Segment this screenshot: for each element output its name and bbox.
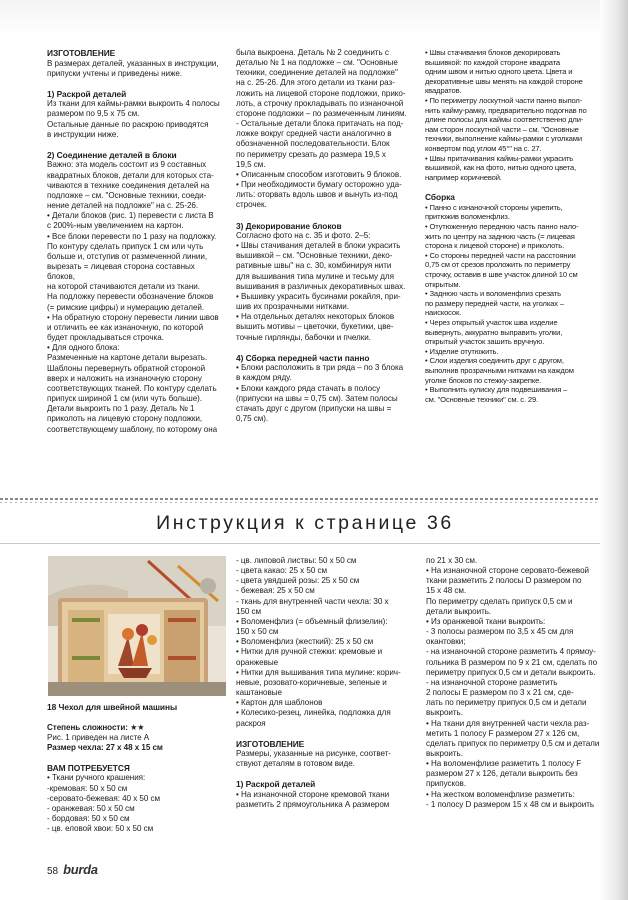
text-line: Рис. 1 приведен на листе А <box>47 732 150 742</box>
text-line: • Изделие отутюжить. <box>425 346 499 356</box>
text-line: В размерах деталей, указанных в инструкции, <box>47 58 219 68</box>
text-line: припуск шириной 1 см (или чуть больше). <box>47 394 203 404</box>
text-line: вышивания в различных декоративных швах. <box>236 281 406 291</box>
text-line: ложке вокруг средней части аналогично в <box>236 129 392 139</box>
text-line: по периметру срезать до размера 19,5 х <box>236 149 386 159</box>
text-line: по размеру передней части, на уголках – <box>425 298 564 308</box>
text-line: - бордовая: 50 х 50 см <box>47 814 130 824</box>
text-line: детали выкроить. <box>426 606 492 616</box>
paragraph <box>47 99 224 140</box>
text-line: нение деталей на подложке" на с. 25-26. <box>47 201 199 211</box>
text-line: • Вышивку украсить бусинами рокайля, при- <box>236 291 401 301</box>
text-line: техники, выполнение каймы-рамки с уголками <box>425 134 582 144</box>
paragraph <box>425 203 601 404</box>
text-line: Размеченные на картоне детали вырезать. <box>47 353 208 363</box>
text-line: -серовато-бежевая: 40 х 50 см <box>47 793 161 803</box>
text-line: ткани разметить 2 полосы D размером по <box>426 576 582 586</box>
text-line: одним швом и нитью одного цвета. Цвета и <box>425 67 573 77</box>
paragraph <box>236 48 413 211</box>
text-line: ствуют деталям в готовом виде. <box>236 759 355 769</box>
text-line: выполнив прозрачными нитками на каждом <box>425 365 574 375</box>
text-line: - оранжевая: 50 х 50 см <box>47 803 135 813</box>
text-line: и отличить ее как изнаночную, по которой <box>47 322 204 332</box>
materials-list-cont <box>236 556 414 729</box>
text-line: - 3 полосы размером по 3,5 х 45 см для <box>426 627 574 637</box>
text-line: сделать припуск по периметру 0,5 см и детали <box>426 738 600 748</box>
text-line: соответствующему шаблону, по которому она <box>47 424 218 434</box>
text-line: На подложку перевести обозначение блоков <box>47 292 214 302</box>
column-3 <box>425 48 601 404</box>
text-line: для вышивания типа мулине и тесьму для <box>236 271 394 281</box>
column-1 <box>47 48 224 435</box>
heading-manufacture-2: ИЗГОТОВЛЕНИЕ <box>236 738 305 749</box>
text-line: - бежевая: 25 х 50 см <box>236 586 315 596</box>
heading-cutting-2: 1) Раскрой деталей <box>236 779 316 790</box>
text-line: • На воломенфлизе разметить 1 полосу F <box>426 759 582 769</box>
text-line: 19,5 см. <box>236 159 266 169</box>
paragraph <box>236 749 414 769</box>
text-line: • Слои изделия соединить друг с другом, <box>425 356 564 366</box>
text-line: подложке – см. "Основные техники, соеди- <box>47 190 207 200</box>
sewing-machine-cover-photo <box>48 556 226 696</box>
text-line: • При необходимости бумагу осторожно уда- <box>236 180 402 190</box>
text-line: • Ткани ручного крашения: <box>47 773 146 783</box>
text-line: оранжевые <box>236 657 279 667</box>
text-line: По контуру сделать припуск 1 см или чуть <box>47 241 204 251</box>
text-line: • На обратную сторону перевести линии швов <box>47 312 219 322</box>
text-line: размером по 9,5 х 75 см. <box>47 109 140 119</box>
text-line: (= римские цифры) и нумерацию деталей. <box>47 302 205 312</box>
text-line: вышивкой – см. "Основные техники, деко- <box>236 251 393 261</box>
text-line: чиваются в технике соединения деталей на <box>47 180 210 190</box>
text-line: • Нитки для ручной стежки: кремовые и <box>236 647 383 657</box>
text-line: • Отутюженную переднюю часть панно нало- <box>425 222 579 231</box>
text-line: 2 полосы Е размером по 3 х 21 см, сде- <box>426 688 574 698</box>
text-line: приколоть на лицевую сторону подложки, <box>47 414 203 424</box>
page-footer <box>47 862 98 878</box>
text-line: • На отдельных деталях некоторых блоков <box>236 312 395 322</box>
text-line: 150 см <box>236 606 262 616</box>
text-line: • Блоки расположить в три ряда – по 3 блока <box>236 363 404 373</box>
section-divider <box>0 498 610 500</box>
text-line: наискосок. <box>425 308 462 318</box>
brand-logo: burda <box>63 862 98 877</box>
text-line: например коричневой. <box>425 172 502 182</box>
text-line: на с. 25-26. Для этого детали из ткани раз- <box>236 78 395 88</box>
section-title: Инструкция к странице 36 <box>156 512 454 534</box>
text-line: • Описанным способом изготовить 9 блоков. <box>236 169 402 179</box>
column-2 <box>236 48 413 424</box>
text-line: • На жестком воломенфлизе разметить: <box>426 789 575 799</box>
text-line: в инструкции ниже. <box>47 129 119 139</box>
text-line: вышивкой, как на фото, нитью одного цвета, <box>425 163 576 173</box>
text-line: • Воломенфлиз (жесткий): 25 х 50 см <box>236 637 374 647</box>
text-line: -кремовая: 50 х 50 см <box>47 783 128 793</box>
text-line: - ткань для внутренней части чехла: 30 х <box>236 596 389 606</box>
text-line: • Все блоки перевести по 1 разу на подложку. <box>47 231 217 241</box>
heading-decorating-blocks: 3) Декорирование блоков <box>236 220 342 231</box>
column-4 <box>47 702 225 834</box>
text-line: см. "Основные техники" см. с. 29. <box>425 394 538 404</box>
text-line: периметру припуск 0,5 см и детали выкроить. <box>426 667 596 677</box>
text-line: Размер чехла: 27 х 48 х 15 см <box>47 742 163 752</box>
text-line: • Нитки для вышивания типа мулине: корич- <box>236 667 401 677</box>
text-line: - Остальные детали блока притачать на под- <box>236 119 404 129</box>
text-line: гольника В размером по 9 х 21 см, сделать по <box>426 657 598 667</box>
text-line: техники, соединение деталей на подложке" <box>236 68 398 78</box>
text-line: конвертом под углом 45°" на с. 27. <box>425 143 542 153</box>
text-line: припусков. <box>426 779 466 789</box>
text-line: • На ткани для внутренней части чехла раз- <box>426 718 590 728</box>
text-line: квадратных блоков, детали для которых ста- <box>47 170 214 180</box>
text-line: 0,75 см от срезов проложить по периметру <box>425 260 571 270</box>
text-line: • Для одного блока: <box>47 343 120 353</box>
text-line: • Панно с изнаночной стороны укрепить, <box>425 202 563 212</box>
text-line: больше и, отступив от размеченной линии, <box>47 251 208 261</box>
text-line: - цв. еловой хвои: 50 х 50 см <box>47 824 154 834</box>
text-line: точные гирлянды, бабочки и пчелки. <box>236 332 371 342</box>
text-line: на которой стачиваются детали из ткани. <box>47 282 200 292</box>
text-line: соответствующих тканей. По контуру сделать <box>47 383 217 393</box>
text-line: - цвета увядшей розы: 25 х 50 см <box>236 576 360 586</box>
text-line: • На изнаночной стороне кремовой ткани <box>236 789 390 799</box>
column-5 <box>236 556 414 810</box>
text-line: размером 27 х 126, детали выкроить без <box>426 769 578 779</box>
text-line: выкроить. <box>426 748 463 758</box>
text-line: • Швы притачивания каймы-рамки украсить <box>425 153 574 163</box>
text-line: обозначенной последовательности. Блок <box>236 139 390 149</box>
text-line: Важно: эта модель состоит из 9 составных <box>47 160 207 170</box>
text-line: ративные швы" на с. 30, комбинируя нити <box>236 261 392 271</box>
text-line: раскроя <box>236 718 266 728</box>
heading-manufacture: ИЗГОТОВЛЕНИЕ <box>47 48 116 58</box>
text-line: нить кайму-рамку, предварительно подогнав по <box>425 105 587 115</box>
text-line: лать по периметру припуск 0,5 см и детали <box>426 698 587 708</box>
text-line: По периметру сделать припуск 0,5 см и <box>426 596 573 606</box>
paragraph <box>425 48 601 182</box>
text-line: окантовки; <box>426 637 466 647</box>
text-line: будет прокладываться строчка. <box>47 333 164 343</box>
text-line: нам сторон лоскутной части – см. "Основные <box>425 124 579 134</box>
text-line: • Колесико-резец, линейка, подложка для <box>236 708 391 718</box>
photo-illustration <box>48 556 226 696</box>
text-line: • Со стороны передней части на расстоянии <box>425 250 576 260</box>
paragraph <box>236 231 413 343</box>
materials-list <box>47 773 225 834</box>
text-line: Шаблоны перевернуть обратной стороной <box>47 363 206 373</box>
text-line: вырезать = лицевая сторона составных блоков, <box>47 262 195 282</box>
text-line: - цвета какао: 25 х 50 см <box>236 566 327 576</box>
text-line: метить 1 полосу F размером 27 х 126 см, <box>426 728 580 738</box>
column-6 <box>426 556 602 810</box>
section-divider-secondary <box>0 502 610 503</box>
text-line: лить: оторвать вдоль швов и вынуть из-под <box>236 190 398 200</box>
text-line: • На изнаночной стороне серовато-бежевой <box>426 566 590 576</box>
title-underline <box>0 543 610 544</box>
page-edge-shadow <box>600 0 628 900</box>
text-line: выкроить. <box>426 708 463 718</box>
text-line: вывернуть, аккуратно выправить уголки, <box>425 327 563 337</box>
text-line: невые, розовато-коричневые, зеленые и <box>236 677 387 687</box>
heading-assembly: Сборка <box>425 192 455 203</box>
text-line: Размеры, указанные на рисунке, соответ- <box>236 749 392 759</box>
text-line: припуски учтены и приведены ниже. <box>47 68 182 78</box>
text-line: стачать друг с другом (припуски на швы = <box>236 403 392 413</box>
paragraph <box>426 556 602 810</box>
text-line: 0,75 см). <box>236 414 269 423</box>
text-line: вышивкой: по каждой стороне квадрата <box>425 57 561 67</box>
text-line: ложить на лицевой стороне подложки, прико- <box>236 88 406 98</box>
heading-front-assembly: 4) Сборка передней части панно <box>236 352 370 363</box>
text-line: была выкроена. Деталь № 2 соединить с <box>236 48 389 57</box>
text-line: • Картон для шаблонов <box>236 698 323 708</box>
text-line: - на изнаночной стороне разметить <box>426 677 558 687</box>
text-line: стороне подложки – по размеченным линиям. <box>236 108 407 118</box>
page-number: 58 <box>47 866 59 877</box>
text-line: длине полосы для каймы соответственно дли- <box>425 115 584 125</box>
text-line: 150 х 50 см <box>236 627 279 637</box>
heading-cutting: 1) Раскрой деталей <box>47 88 127 99</box>
text-line: • Из оранжевой ткани выкроить: <box>426 616 546 626</box>
text-line: открытый участок зашить вручную. <box>425 337 545 347</box>
paragraph <box>236 363 413 424</box>
text-line: в каждом ряду. <box>236 373 292 383</box>
text-line: • Швы стачивания блоков декорировать <box>425 48 561 57</box>
text-line: • Детали блоков (рис. 1) перевести с листа В <box>47 211 214 221</box>
text-line: • Блоки каждого ряда стачать в полосу <box>236 383 381 393</box>
text-line: (припуски на швы = 0,75 см). Затем полосы <box>236 393 398 403</box>
text-line: по 21 х 30 см. <box>426 556 478 565</box>
paragraph <box>236 790 414 810</box>
paragraph <box>47 160 224 434</box>
text-line: лоть, а строчку прокладывать по изнаночной <box>236 98 404 108</box>
text-line: Согласно фото на с. 35 и фото. 2–5: <box>236 231 371 240</box>
text-line: • Заднюю часть и воломенфлиз срезать <box>425 289 561 299</box>
text-line: • Выполнить кулиску для подвешивания – <box>425 385 568 395</box>
text-line: квадратов. <box>425 86 462 96</box>
text-line: притюжив воломенфлиз. <box>425 212 510 222</box>
text-line: декоративные швы менять на каждой стороне <box>425 76 583 86</box>
text-line: вышить мотивы – цветочки, букетики, цве- <box>236 322 394 332</box>
text-line: • Швы стачивания деталей в блоки украсить <box>236 241 401 251</box>
text-line: - на изнаночной стороне разметить 4 прямоу- <box>426 647 596 657</box>
project-title: 18 Чехол для швейной машины <box>47 702 178 712</box>
heading-materials: ВАМ ПОТРЕБУЕТСЯ <box>47 762 130 773</box>
text-line: открытым. <box>425 279 461 289</box>
text-line: строчек. <box>236 200 267 210</box>
text-line: уголке блоков по стежку-закрепке. <box>425 375 542 385</box>
text-line: каштановые <box>236 688 282 698</box>
text-line: Детали выкроить по 1 разу. Деталь № 1 <box>47 404 195 414</box>
page-top-band <box>0 0 628 38</box>
text-line: Из ткани для каймы-рамки выкроить 4 полосы <box>47 99 220 109</box>
text-line: • Через открытый участок шва изделие <box>425 317 558 327</box>
text-line: строчку, оставив в шве участок длиной 10 см <box>425 269 578 279</box>
project-meta <box>47 723 225 753</box>
text-line: - цв. липовой листвы: 50 х 50 см <box>236 556 357 565</box>
text-line: деталью № 1 на подложке – см. "Основные <box>236 58 398 68</box>
text-line: вверх и наложить на изнаночную сторону <box>47 373 202 383</box>
text-line: • Воломенфлиз (= объемный флизелин): <box>236 616 388 626</box>
text-line: шив их прозрачными нитками. <box>236 302 349 312</box>
text-line: с 200%-ным увеличением на картон. <box>47 221 184 231</box>
text-line: Степень сложности: ★★ <box>47 722 145 732</box>
text-line: сторона к лицевой стороне) и приколоть. <box>425 241 565 251</box>
text-line: 15 х 48 см. <box>426 586 467 596</box>
text-line: Остальные данные по раскрою приводятся <box>47 119 209 129</box>
heading-joining-blocks: 2) Соединение деталей в блоки <box>47 149 177 160</box>
paragraph <box>47 59 224 79</box>
text-line: разметить 2 прямоугольника А размером <box>236 800 390 810</box>
text-line: • По периметру лоскутной части панно выпол- <box>425 95 583 105</box>
text-line: - 1 полосу D размером 15 х 48 см и выкроить <box>426 799 595 809</box>
text-line: жить по центру на заднюю часть (= лицевая <box>425 231 575 241</box>
